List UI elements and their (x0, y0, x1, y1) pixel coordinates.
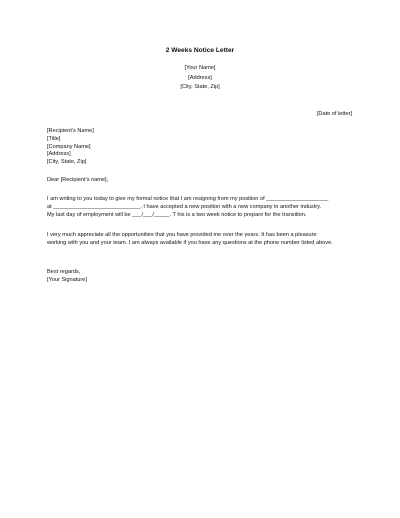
paragraph-line: My last day of employment will be ___/___/_____. T his is a two week notice to prepare for the transition. (47, 211, 307, 218)
paragraph-line: at ____________________________. I have accepted a new position with a new company in another industry. (47, 203, 322, 210)
recipient-title: [Title] (47, 135, 61, 142)
closing-regards: Best regards, (47, 269, 81, 275)
paragraph-line: working with you and your team. I am always available if you have any questions at the phone number listed above. (47, 239, 333, 246)
closing-signature: [Your Signature] (47, 276, 87, 283)
paragraph-resignation (47, 196, 328, 219)
letter-title: 2 Weeks Notice Letter (165, 47, 235, 54)
sender-address: [Address] (188, 74, 212, 81)
letter-date: [Date of letter] (316, 111, 352, 117)
recipient-city-state-zip: [City, State, Zip] (47, 159, 87, 166)
sender-city-state-zip: [City, State, Zip] (180, 84, 220, 91)
paragraph-line: I very much appreciate all the opportunities that you have provided me over the years. It has been a pleasure (47, 232, 317, 238)
recipient-block (47, 128, 94, 167)
salutation: Dear [Recipient’s name], (47, 177, 109, 183)
paragraph-appreciation (47, 232, 333, 248)
closing-block (47, 269, 87, 285)
paragraph-line: I am writing to you today to give my formal notice that I am resigning from my position of ____________________ (47, 196, 329, 202)
sender-block (100, 64, 300, 93)
sender-name: [Your Name] (184, 65, 216, 71)
recipient-name: [Recipient’s Name] (47, 128, 94, 134)
recipient-address: [Address] (47, 151, 71, 158)
recipient-company: [Company Name] (47, 143, 91, 150)
